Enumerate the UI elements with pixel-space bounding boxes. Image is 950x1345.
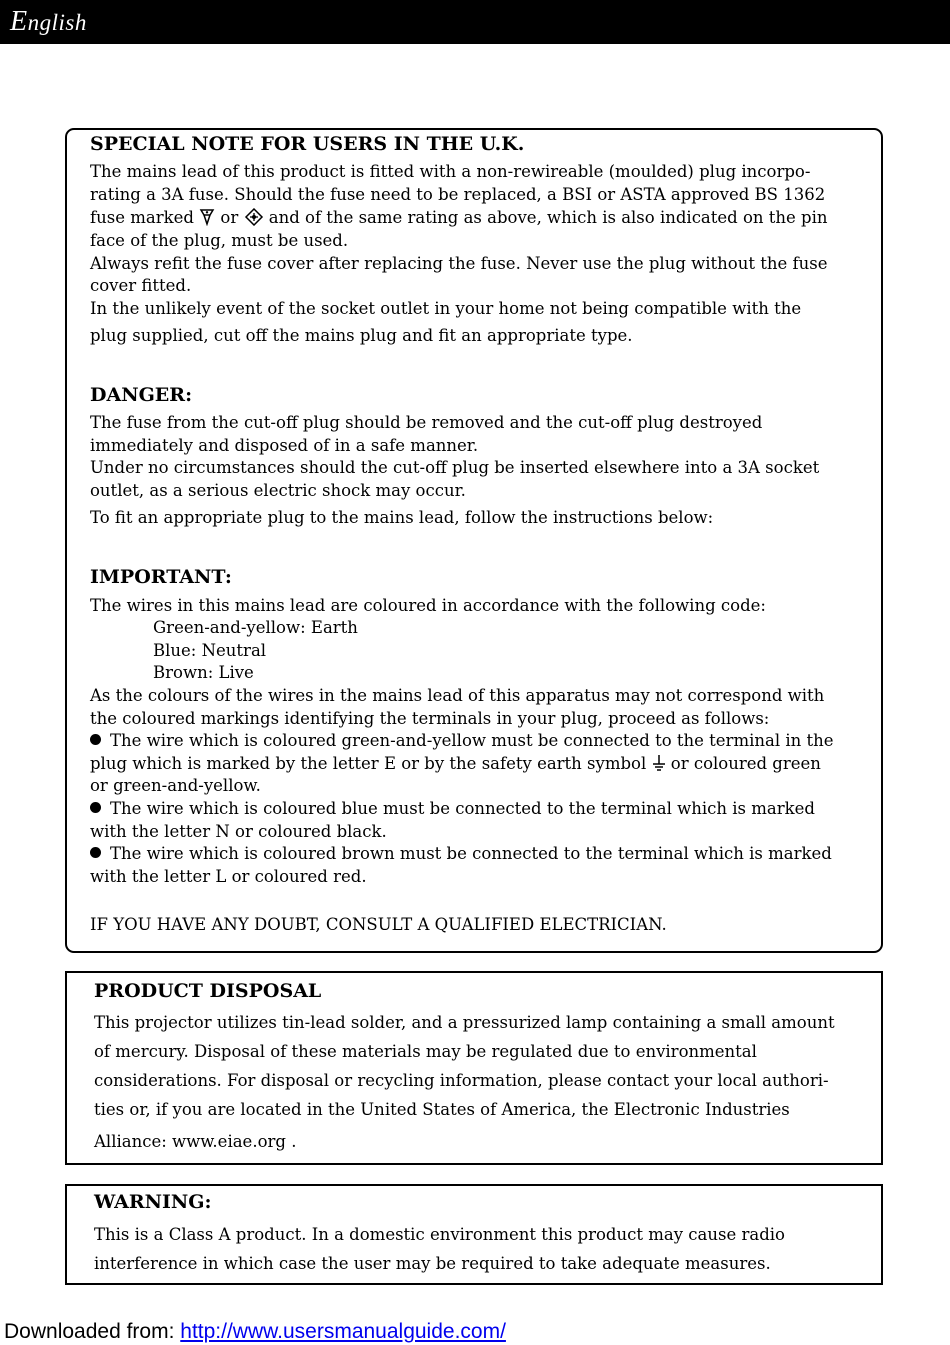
warning-line: interference in which case the user may be required to take adequate measures.: [94, 1254, 771, 1273]
uk-note-title: SPECIAL NOTE FOR USERS IN THE U.K.: [90, 133, 525, 155]
important-line: As the colours of the wires in the mains lead of this apparatus may not correspond with: [90, 686, 825, 705]
bullet-line: with the letter L or coloured red.: [90, 867, 367, 886]
bullet-icon: [90, 734, 101, 745]
disposal-line: ties or, if you are located in the United States of America, the Electronic Industries: [94, 1100, 790, 1119]
danger-title: DANGER:: [90, 384, 193, 406]
bullet-icon: [90, 847, 101, 858]
electrician-advice: IF YOU HAVE ANY DOUBT, CONSULT A QUALIFIED ELECTRICIAN.: [90, 915, 667, 934]
uk-note-line: The mains lead of this product is fitted with a non-rewireable (moulded) plug incorpo-: [90, 162, 811, 181]
disposal-line: This projector utilizes tin-lead solder, and a pressurized lamp containing a small amount: [94, 1013, 835, 1032]
language-label: English: [10, 6, 87, 37]
disposal-line: Alliance: www.eiae.org .: [94, 1132, 297, 1151]
wire-code-earth: Green-and-yellow: Earth: [153, 618, 358, 637]
important-title: IMPORTANT:: [90, 566, 232, 588]
download-source-note: Downloaded from: http://www.usersmanualguide.com/: [4, 1320, 506, 1343]
wire-code-live: Brown: Live: [153, 663, 254, 682]
uk-note-line: In the unlikely event of the socket outlet in your home not being compatible with the: [90, 299, 802, 318]
warning-line: This is a Class A product. In a domestic environment this product may cause radio: [94, 1225, 785, 1244]
wire-code-neutral: Blue: Neutral: [153, 641, 267, 660]
bullet-line: with the letter N or coloured black.: [90, 822, 387, 841]
download-source-link[interactable]: http://www.usersmanualguide.com/: [180, 1320, 506, 1343]
warning-title: WARNING:: [94, 1191, 212, 1213]
danger-line: immediately and disposed of in a safe manner.: [90, 436, 479, 455]
uk-note-line: face of the plug, must be used.: [90, 231, 349, 250]
important-line: The wires in this mains lead are coloured in accordance with the following code:: [90, 596, 766, 615]
header-bar: [0, 0, 950, 44]
danger-line: To fit an appropriate plug to the mains lead, follow the instructions below:: [90, 508, 714, 527]
uk-note-line: plug supplied, cut off the mains plug and fit an appropriate type.: [90, 326, 633, 345]
uk-note-line: cover fitted.: [90, 276, 192, 295]
asta-mark-icon: [244, 208, 264, 233]
important-line: the coloured markings identifying the terminals in your plug, proceed as follows:: [90, 709, 770, 728]
earth-symbol-icon: [652, 754, 666, 779]
bullet-item: The wire which is coloured brown must be connected to the terminal which is marked: [90, 843, 832, 866]
bullet-line: or green-and-yellow.: [90, 776, 261, 795]
bsi-kitemark-icon: [199, 208, 215, 233]
bullet-item: The wire which is coloured green-and-yellow must be connected to the terminal in the: [90, 730, 834, 753]
bullet-line: plug which is marked by the letter E or by the safety earth symbol or coloured green: [90, 753, 821, 779]
danger-line: The fuse from the cut-off plug should be removed and the cut-off plug destroyed: [90, 413, 763, 432]
danger-line: Under no circumstances should the cut-off plug be inserted elsewhere into a 3A socket: [90, 458, 820, 477]
bullet-item: The wire which is coloured blue must be connected to the terminal which is marked: [90, 798, 815, 821]
danger-line: outlet, as a serious electric shock may occur.: [90, 481, 466, 500]
disposal-line: of mercury. Disposal of these materials may be regulated due to environmental: [94, 1042, 757, 1061]
disposal-line: considerations. For disposal or recycling information, please contact your local authori-: [94, 1071, 829, 1090]
uk-note-line: rating a 3A fuse. Should the fuse need to be replaced, a BSI or ASTA approved BS 1362: [90, 185, 826, 204]
bullet-icon: [90, 802, 101, 813]
uk-note-line: Always refit the fuse cover after replacing the fuse. Never use the plug without the fuse: [90, 254, 828, 273]
uk-note-line: fuse marked or and of the same rating as above, which is also indicated on the pin: [90, 207, 828, 233]
disposal-title: PRODUCT DISPOSAL: [94, 980, 322, 1002]
